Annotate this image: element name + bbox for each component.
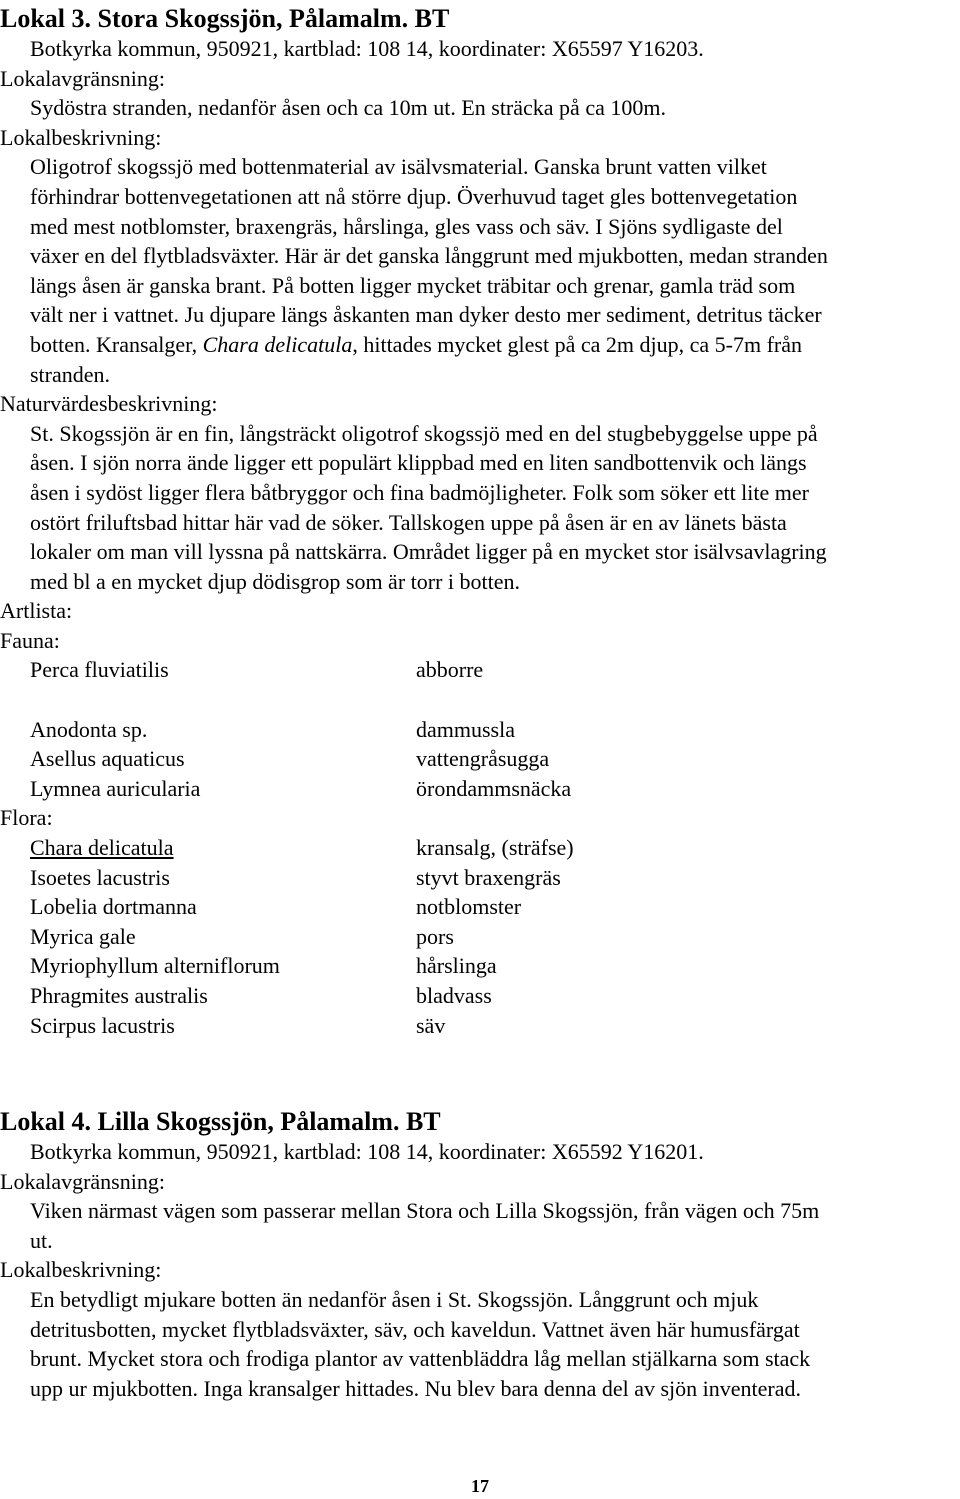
lokal-4-title: Lokal 4. Lilla Skogssjön, Pålamalm. BT — [0, 1107, 441, 1136]
species-common: hårslinga — [416, 953, 497, 979]
lokalbeskrivning-line — [30, 330, 960, 360]
naturvarde-line: St. Skogssjön är en fin, långsträckt oligotrof skogssjö med en del stugbebyggelse uppe på — [30, 420, 818, 446]
species-common: dammussla — [416, 716, 515, 742]
species-common: abborre — [416, 657, 484, 683]
artlista-label: Artlista: — [0, 598, 73, 624]
species-latin: Asellus aquaticus — [30, 746, 185, 772]
species-row — [0, 951, 960, 981]
lokalbeskrivning-line: En betydligt mjukare botten än nedanför åsen i St. Skogssjön. Långgrunt och mjuk — [30, 1286, 759, 1312]
species-latin: Isoetes lacustris — [30, 864, 170, 890]
lokalbeskrivning-line: detritusbotten, mycket flytbladsväxter, säv, och kaveldun. Vattnet även här humusfärgat — [30, 1316, 800, 1342]
lokalbeskrivning-line: längs åsen är ganska brant. På botten ligger mycket träbitar och grenar, gamla träd som — [30, 272, 796, 298]
species-latin: Lymnea auricularia — [30, 775, 201, 801]
species-latin: Myriophyllum alterniflorum — [30, 953, 280, 979]
species-row — [0, 981, 960, 1011]
species-latin — [0, 833, 416, 863]
line-text-post: , hittades mycket glest på ca 2m djup, ca 5-7m från — [352, 331, 802, 357]
species-row — [0, 655, 960, 685]
lokal-3-meta: Botkyrka kommun, 950921, kartblad: 108 14, koordinater: X65597 Y16203. — [30, 36, 704, 61]
lokal-4-meta: Botkyrka kommun, 950921, kartblad: 108 14, koordinater: X65592 Y16201. — [30, 1139, 704, 1164]
species-row — [0, 833, 960, 863]
species-latin: Myrica gale — [30, 923, 136, 949]
species-latin: Lobelia dortmanna — [30, 894, 197, 920]
lokalavgransning-text: Sydöstra stranden, nedanför åsen och ca 10m ut. En sträcka på ca 100m. — [30, 95, 666, 121]
species-row — [0, 715, 960, 745]
lokal-3-section — [0, 4, 960, 1040]
species-common: bladvass — [416, 983, 492, 1008]
lokalbeskrivning-label: Lokalbeskrivning: — [0, 1257, 162, 1283]
species-latin: Perca fluviatilis — [30, 657, 169, 683]
lokalbeskrivning-line: stranden. — [30, 361, 111, 387]
page-number: 17 — [471, 1476, 489, 1496]
species-common: notblomster — [416, 894, 522, 920]
species-common: örondammsnäcka — [416, 775, 572, 801]
lokal-3-title: Lokal 3. Stora Skogssjön, Pålamalm. BT — [0, 4, 450, 33]
species-common: kransalg, (sträfse) — [416, 835, 574, 861]
lokalbeskrivning-line: med mest notblomster, braxengräs, hårslinga, gles vass och säv. I Sjöns sydligaste del — [30, 213, 783, 239]
species-row — [0, 892, 960, 922]
species-common: pors — [416, 923, 454, 949]
naturvarde-line: åsen i sydöst ligger flera båtbryggor och fina badmöjligheter. Folk som söker ett lite mer — [30, 479, 809, 505]
species-row — [0, 774, 960, 804]
spacer — [0, 685, 960, 715]
species-italic: Chara delicatula — [202, 331, 353, 357]
naturvardesbeskrivning-label: Naturvärdesbeskrivning: — [0, 391, 218, 417]
naturvarde-line: med bl a en mycket djup dödisgrop som är torr i botten. — [30, 568, 521, 594]
lokalbeskrivning-line: förhindrar bottenvegetationen att nå större djup. Överhuvud taget gles bottenvegetation — [30, 183, 798, 209]
species-row — [0, 1011, 960, 1041]
naturvarde-line: åsen. I sjön norra ände ligger ett populärt klippbad med en liten sandbottenvik och längs — [30, 450, 807, 476]
species-latin: Phragmites australis — [30, 983, 208, 1008]
lokalbeskrivning-line: Oligotrof skogssjö med bottenmaterial av isälvsmaterial. Ganska brunt vatten vilket — [30, 154, 767, 180]
lokalbeskrivning-line: brunt. Mycket stora och frodiga plantor av vattenbläddra låg mellan stjälkarna som stack — [30, 1346, 811, 1372]
lokalbeskrivning-line: upp ur mjukbotten. Inga kransalger hittades. Nu blev bara denna del av sjön inventerad. — [30, 1375, 801, 1401]
species-row — [0, 922, 960, 952]
species-row — [0, 744, 960, 774]
fauna-label: Fauna: — [0, 627, 60, 653]
species-latin: Anodonta sp. — [30, 716, 148, 742]
species-latin-underlined: Chara delicatula — [30, 835, 174, 861]
flora-label: Flora: — [0, 805, 53, 831]
lokalbeskrivning-line: växer en del flytbladsväxter. Här är det ganska långgrunt med mjukbotten, medan stranden — [30, 243, 828, 269]
lokalavgransning-line: Viken närmast vägen som passerar mellan Stora och Lilla Skogssjön, från vägen och 75m — [30, 1198, 820, 1224]
lokal-4-section — [0, 1107, 960, 1403]
species-latin: Scirpus lacustris — [30, 1012, 175, 1038]
lokalavgransning-line: ut. — [30, 1227, 53, 1253]
lokalbeskrivning-line: vält ner i vattnet. Ju djupare längs åskanten man dyker desto mer sediment, detritus täcker — [30, 302, 822, 328]
species-common: styvt braxengräs — [416, 864, 561, 890]
species-common: vattengråsugga — [416, 746, 550, 772]
species-row — [0, 863, 960, 893]
line-text-pre: botten. Kransalger, — [30, 331, 203, 357]
naturvarde-line: lokaler om man vill lyssna på nattskärra. Området ligger på en mycket stor isälvsavlagring — [30, 539, 827, 565]
lokalbeskrivning-label: Lokalbeskrivning: — [0, 124, 162, 150]
lokalavgransning-label: Lokalavgränsning: — [0, 65, 165, 91]
species-common: säv — [416, 1012, 446, 1038]
naturvarde-line: ostört friluftsbad hittar här vad de söker. Tallskogen uppe på åsen är en av länets bästa — [30, 509, 787, 535]
lokalavgransning-label: Lokalavgränsning: — [0, 1168, 165, 1194]
